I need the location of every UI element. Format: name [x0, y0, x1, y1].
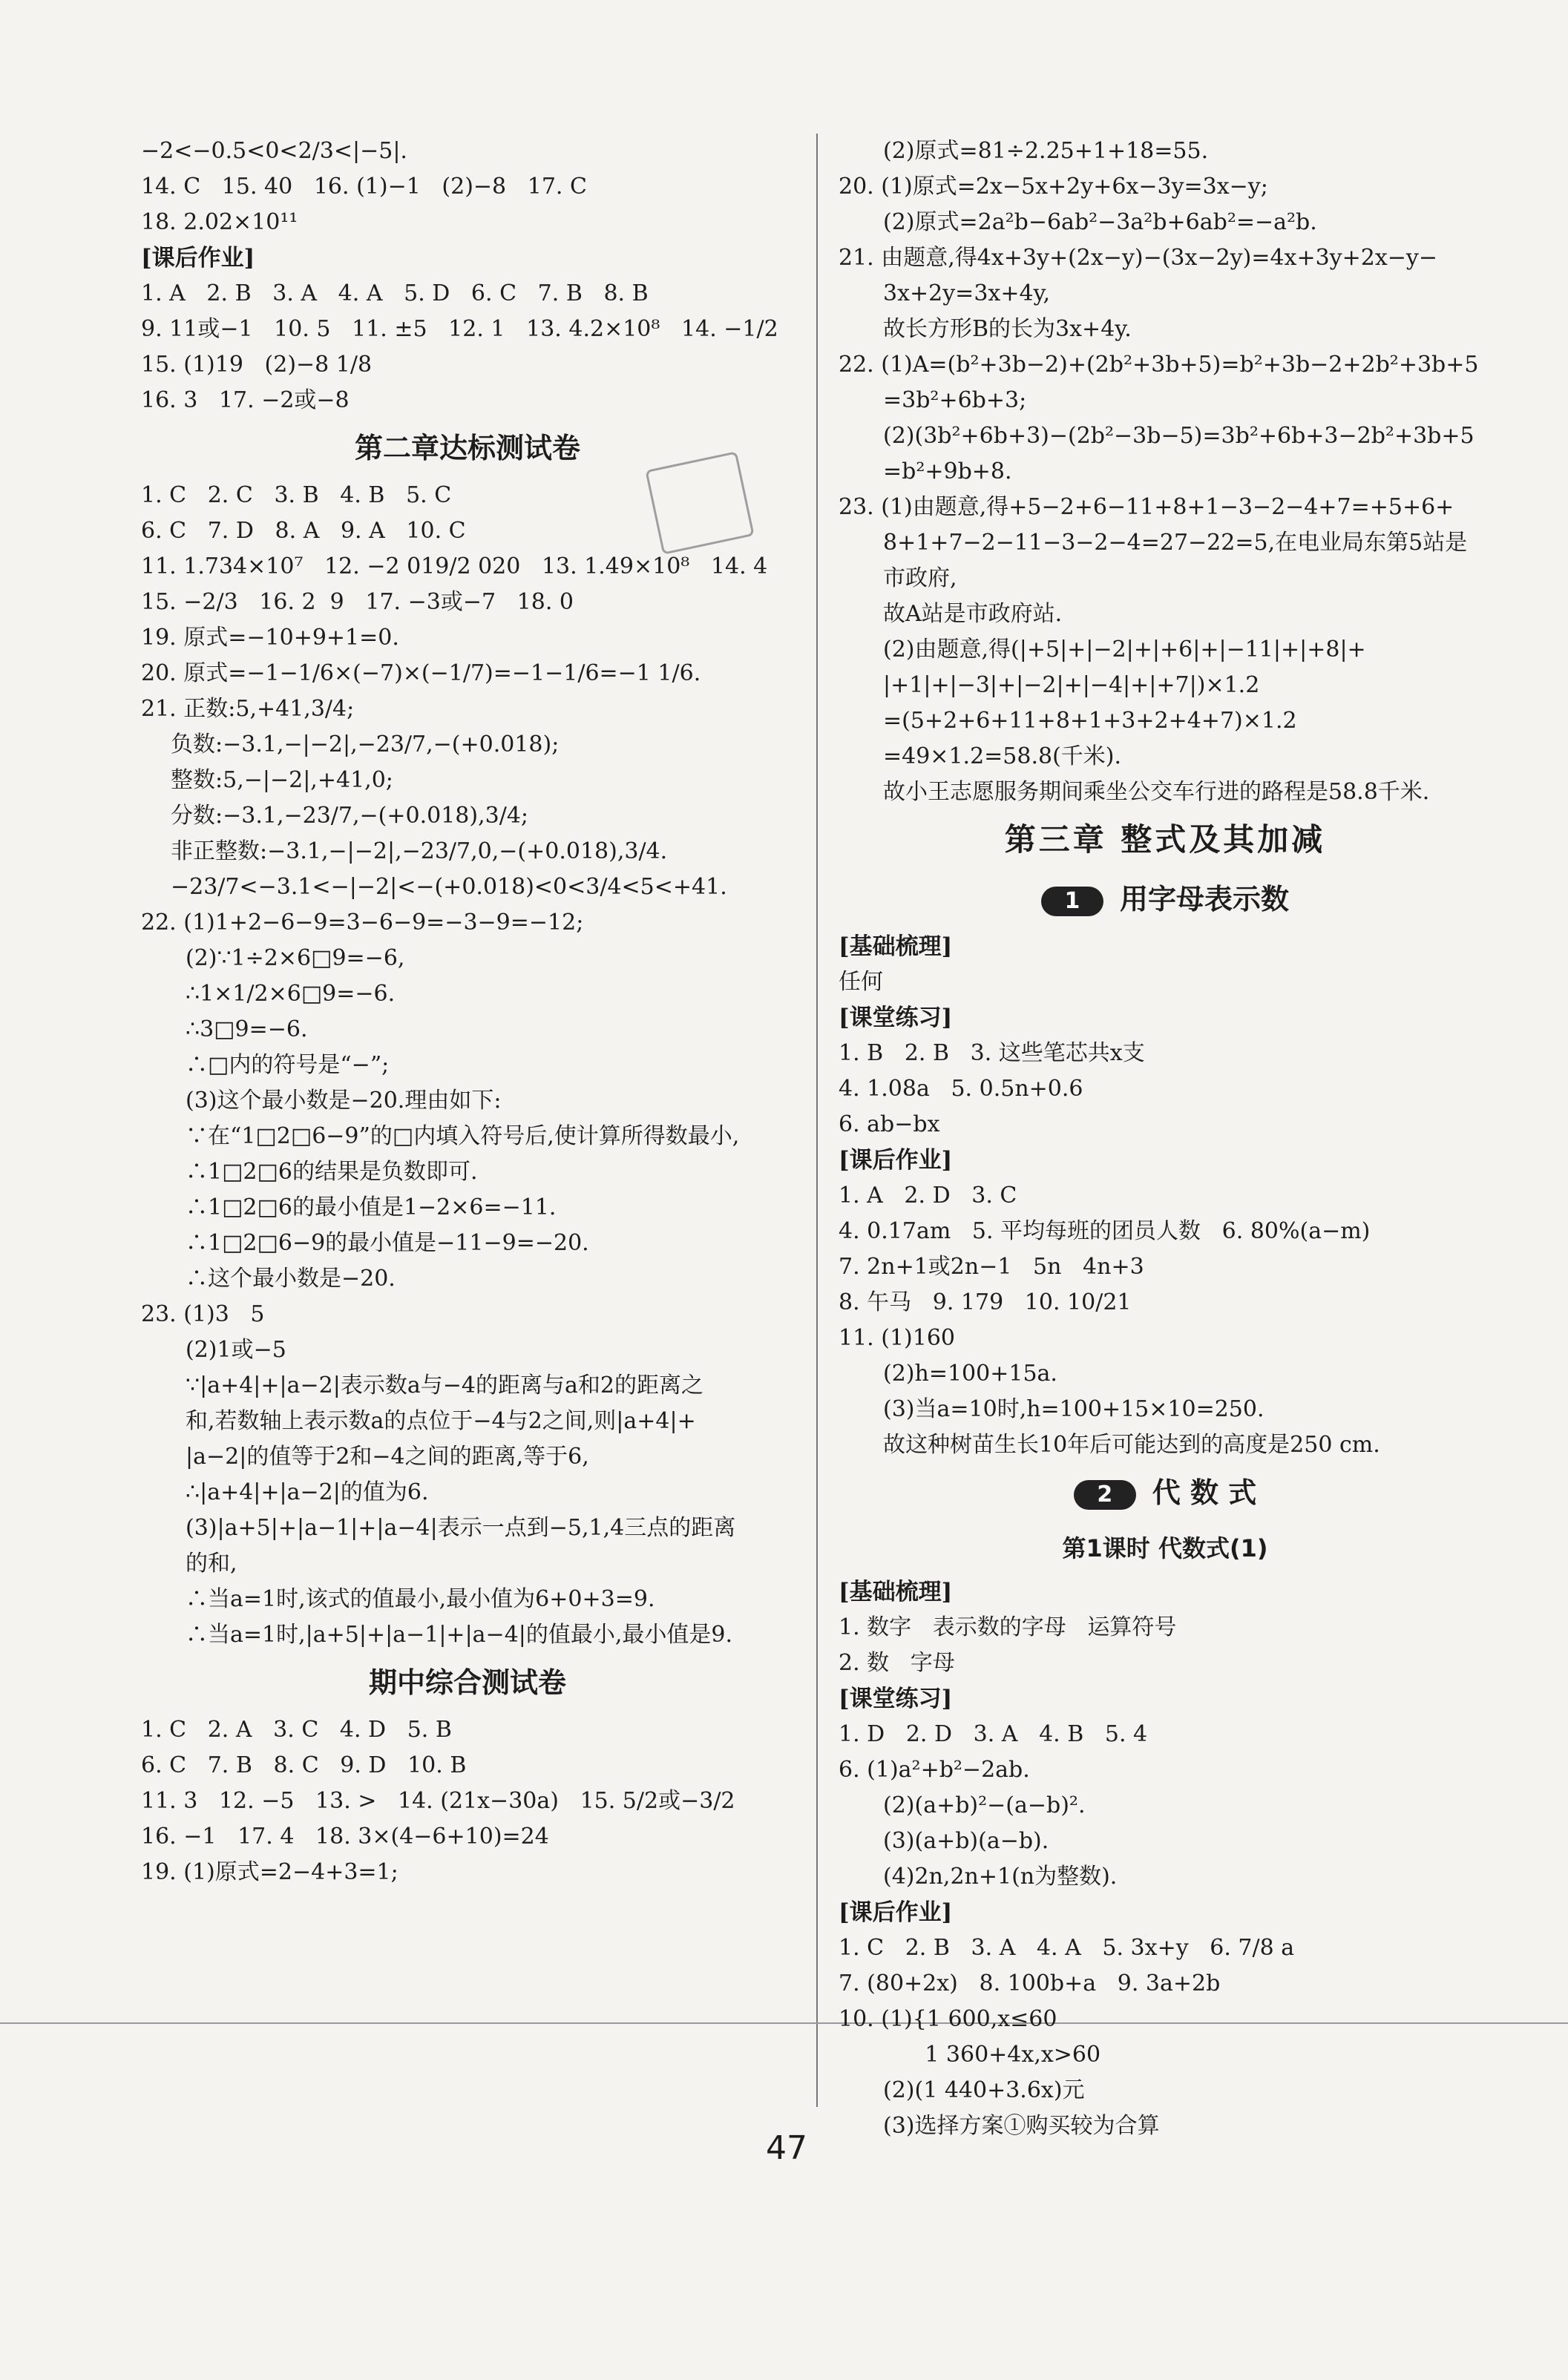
- answer-line: 故长方形B的长为3x+4y.: [883, 316, 1132, 342]
- answer-line: |a−2|的值等于2和−4之间的距离,等于6,: [186, 1444, 589, 1470]
- answer-line: =(5+2+6+11+8+1+3+2+4+7)×1.2: [883, 708, 1297, 734]
- answer-line: (2)(1 440+3.6x)元: [883, 2077, 1085, 2103]
- answer-line: 18. 2.02×10¹¹: [141, 209, 298, 235]
- answer-line: ∴当a=1时,该式的值最小,最小值为6+0+3=9.: [186, 1586, 655, 1612]
- section-number-badge: 2: [1074, 1480, 1136, 1510]
- answer-line: 任何: [839, 969, 883, 995]
- answer-line: (2)由题意,得(|+5|+|−2|+|+6|+|−11|+|+8|+: [883, 637, 1366, 663]
- answer-line: 6. ab−bx: [839, 1111, 940, 1137]
- section-label: [课后作业]: [141, 245, 255, 272]
- answer-line: 1. A 2. D 3. C: [839, 1183, 1017, 1209]
- answer-line: 11. 1.734×10⁷ 12. −2 019/2 020 13. 1.49×10⁸ 14. 4: [141, 553, 768, 579]
- section-label: [课后作业]: [839, 1899, 953, 1926]
- section-number-badge: 1: [1041, 887, 1103, 916]
- column-divider: [816, 134, 818, 2107]
- answer-line: 6. C 7. B 8. C 9. D 10. B: [141, 1752, 467, 1778]
- answer-line: |+1|+|−3|+|−2|+|−4|+|+7|)×1.2: [883, 672, 1260, 698]
- answer-line: 23. (1)3 5: [141, 1301, 265, 1327]
- answer-line: 22. (1)A=(b²+3b−2)+(2b²+3b+5)=b²+3b−2+2b²+3b+5: [839, 352, 1479, 378]
- answer-line: 8+1+7−2−11−3−2−4=27−22=5,在电业局东第5站是: [883, 530, 1468, 556]
- answer-line: ∴3□9=−6.: [186, 1016, 308, 1042]
- answer-line: ∴当a=1时,|a+5|+|a−1|+|a−4|的值最小,最小值是9.: [186, 1622, 733, 1648]
- answer-line: 1 360+4x,x>60: [868, 2042, 1101, 2068]
- answer-line: −2<−0.5<0<2/3<|−5|.: [141, 138, 407, 164]
- section-title: [839, 1463, 1492, 1522]
- test-title: 期中综合测试卷: [368, 1666, 566, 1699]
- left-column: [141, 134, 794, 1890]
- answer-line: 1. C 2. B 3. A 4. A 5. 3x+y 6. 7/8 a: [839, 1935, 1295, 1961]
- section-label: [课后作业]: [839, 1147, 953, 1174]
- right-column: [839, 134, 1492, 2144]
- answer-line: 故这种树苗生长10年后可能达到的高度是250 cm.: [883, 1432, 1380, 1458]
- section-label: [基础梳理]: [839, 933, 953, 960]
- answer-line: 23. (1)由题意,得+5−2+6−11+8+1−3−2−4+7=+5+6+: [839, 494, 1454, 520]
- answer-line: ∴1□2□6的最小值是1−2×6=−11.: [186, 1194, 557, 1220]
- answer-line: 11. 3 12. −5 13. > 14. (21x−30a) 15. 5/2或−3/2: [141, 1788, 735, 1814]
- answer-line: 20. 原式=−1−1/6×(−7)×(−1/7)=−1−1/6=−1 1/6.: [141, 660, 701, 686]
- answer-line: 的和,: [186, 1551, 237, 1577]
- answer-line: 16. −1 17. 4 18. 3×(4−6+10)=24: [141, 1824, 549, 1850]
- answer-line: (3)|a+5|+|a−1|+|a−4|表示一点到−5,1,4三点的距离: [186, 1515, 736, 1541]
- answer-line: 4. 1.08a 5. 0.5n+0.6: [839, 1076, 1083, 1102]
- answer-line: 8. 午马 9. 179 10. 10/21: [839, 1289, 1132, 1315]
- answer-line: (2)(3b²+6b+3)−(2b²−3b−5)=3b²+6b+3−2b²+3b+5: [883, 423, 1474, 449]
- lesson-title: 第1课时 代数式(1): [1062, 1534, 1268, 1562]
- answer-line: 11. (1)160: [839, 1325, 956, 1351]
- answer-line: 和,若数轴上表示数a的点位于−4与2之间,则|a+4|+: [186, 1408, 696, 1434]
- answer-line: ∵|a+4|+|a−2|表示数a与−4的距离与a和2的距离之: [186, 1373, 703, 1398]
- answer-line: 分数:−3.1,−23/7,−(+0.018),3/4;: [171, 803, 529, 829]
- answer-line: 21. 正数:5,+41,3/4;: [141, 696, 355, 722]
- answer-line: 3x+2y=3x+4y,: [883, 280, 1051, 306]
- answer-line: 15. −2/3 16. 2 9 17. −3或−7 18. 0: [141, 589, 574, 615]
- answer-line: (2)∵1÷2×6□9=−6,: [186, 945, 405, 971]
- test-title: 第二章达标测试卷: [354, 432, 580, 464]
- answer-line: 19. (1)原式=2−4+3=1;: [141, 1859, 398, 1885]
- section-title-text: 用字母表示数: [1119, 883, 1289, 915]
- answer-line: (2)(a+b)²−(a−b)².: [883, 1792, 1086, 1818]
- answer-line: ∵在“1□2□6−9”的□内填入符号后,使计算所得数最小,: [186, 1123, 740, 1149]
- answer-line: =b²+9b+8.: [883, 458, 1012, 484]
- answer-line: =3b²+6b+3;: [883, 387, 1027, 413]
- answer-line: (3)这个最小数是−20.理由如下:: [186, 1088, 502, 1114]
- answer-line: 21. 由题意,得4x+3y+(2x−y)−(3x−2y)=4x+3y+2x−y−: [839, 245, 1437, 271]
- answer-line: 20. (1)原式=2x−5x+2y+6x−3y=3x−y;: [839, 174, 1268, 200]
- section-label: [基础梳理]: [839, 1579, 953, 1605]
- answer-line: (2)原式=2a²b−6ab²−3a²b+6ab²=−a²b.: [883, 209, 1317, 235]
- answer-line: 10. (1){1 600,x≤60: [839, 2006, 1057, 2032]
- section-title: [839, 870, 1492, 929]
- answer-line: (3)当a=10时,h=100+15×10=250.: [883, 1396, 1264, 1422]
- answer-line: 6. (1)a²+b²−2ab.: [839, 1757, 1030, 1783]
- answer-line: 14. C 15. 40 16. (1)−1 (2)−8 17. C: [141, 174, 587, 200]
- answer-line: 2. 数 字母: [839, 1650, 955, 1676]
- answer-line: 1. D 2. D 3. A 4. B 5. 4: [839, 1721, 1148, 1747]
- answer-line: (2)1或−5: [186, 1337, 286, 1363]
- answer-line: −23/7<−3.1<−|−2|<−(+0.018)<0<3/4<5<+41.: [171, 874, 727, 900]
- answer-line: (3)选择方案①购买较为合算: [883, 2113, 1160, 2139]
- answer-line: (4)2n,2n+1(n为整数).: [883, 1864, 1118, 1890]
- answer-line: (2)h=100+15a.: [883, 1361, 1057, 1387]
- answer-line: 非正整数:−3.1,−|−2|,−23/7,0,−(+0.018),3/4.: [171, 838, 668, 864]
- section-title-text: 代 数 式: [1152, 1476, 1257, 1509]
- answer-line: =49×1.2=58.8(千米).: [883, 743, 1122, 769]
- answer-line: (2)原式=81÷2.25+1+18=55.: [883, 138, 1209, 164]
- answer-line: 7. (80+2x) 8. 100b+a 9. 3a+2b: [839, 1970, 1221, 1996]
- chapter-title: 第三章 整式及其加减: [1004, 821, 1326, 858]
- answer-line: ∴|a+4|+|a−2|的值为6.: [186, 1479, 429, 1505]
- answer-line: 1. C 2. C 3. B 4. B 5. C: [141, 482, 452, 508]
- answer-line: ∴1□2□6−9的最小值是−11−9=−20.: [186, 1230, 589, 1256]
- answer-line: 15. (1)19 (2)−8 1/8: [141, 352, 373, 378]
- answer-line: 1. C 2. A 3. C 4. D 5. B: [141, 1717, 452, 1743]
- answer-line: 19. 原式=−10+9+1=0.: [141, 625, 399, 651]
- answer-line: ∴这个最小数是−20.: [186, 1266, 396, 1292]
- section-label: [课堂练习]: [839, 1686, 953, 1712]
- answer-line: ∴1□2□6的结果是负数即可.: [186, 1159, 478, 1185]
- answer-line: 4. 0.17am 5. 平均每班的团员人数 6. 80%(a−m): [839, 1218, 1371, 1244]
- answer-line: 16. 3 17. −2或−8: [141, 387, 350, 413]
- page-number: 47: [766, 2129, 807, 2167]
- section-label: [课堂练习]: [839, 1005, 953, 1031]
- answer-line: 故A站是市政府站.: [883, 601, 1063, 627]
- answer-line: (3)(a+b)(a−b).: [883, 1828, 1049, 1854]
- answer-line: 故小王志愿服务期间乘坐公交车行进的路程是58.8千米.: [883, 779, 1430, 805]
- answer-line: 7. 2n+1或2n−1 5n 4n+3: [839, 1254, 1144, 1280]
- answer-line: 1. 数字 表示数的字母 运算符号: [839, 1614, 1177, 1640]
- answer-line: 负数:−3.1,−|−2|,−23/7,−(+0.018);: [171, 732, 560, 757]
- answer-line: ∴□内的符号是“−”;: [186, 1052, 390, 1078]
- answer-line: 整数:5,−|−2|,+41,0;: [171, 767, 393, 793]
- answer-line: 1. A 2. B 3. A 4. A 5. D 6. C 7. B 8. B: [141, 280, 649, 306]
- answer-line: 9. 11或−1 10. 5 11. ±5 12. 1 13. 4.2×10⁸ 14. −1/2: [141, 316, 778, 342]
- answer-line: 22. (1)1+2−6−9=3−6−9=−3−9=−12;: [141, 910, 584, 936]
- answer-line: 市政府,: [883, 565, 957, 591]
- answer-line: 6. C 7. D 8. A 9. A 10. C: [141, 518, 466, 544]
- answer-line: 1. B 2. B 3. 这些笔芯共x支: [839, 1040, 1145, 1066]
- answer-line: ∴1×1/2×6□9=−6.: [186, 981, 396, 1007]
